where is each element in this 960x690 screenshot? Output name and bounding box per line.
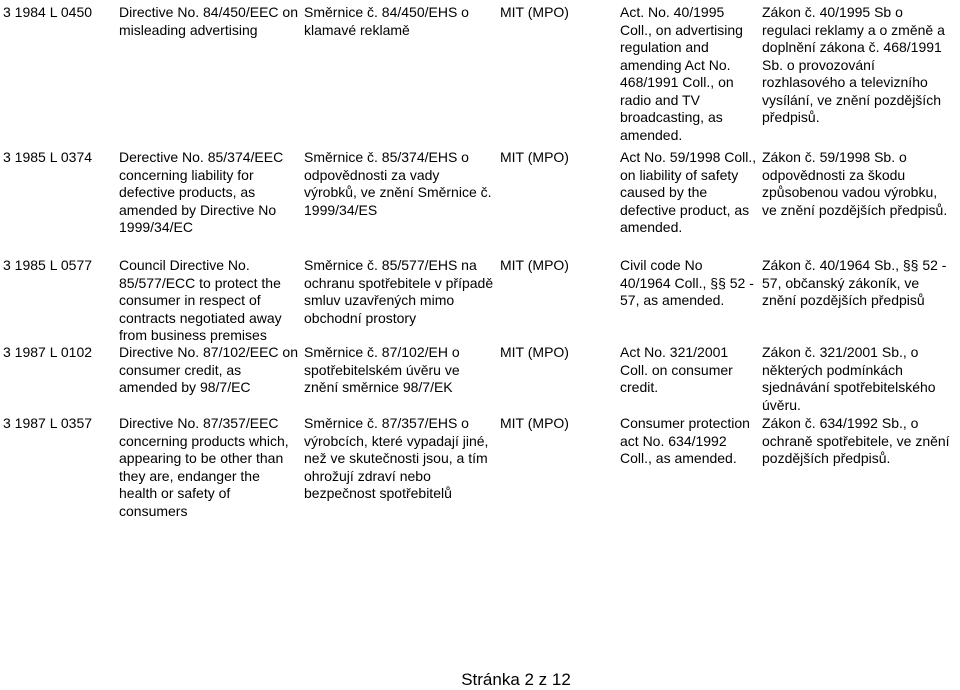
celex-ref: 3 1987 L 0357: [3, 415, 93, 431]
celex-ref: 3 1984 L 0450: [3, 4, 93, 20]
ministry: MIT (MPO): [500, 415, 569, 431]
national-act-cz: Zákon č. 634/1992 Sb., o ochraně spotřebitele, ve znění pozdějších předpisů.: [762, 415, 950, 466]
page-footer: [0, 670, 960, 690]
eu-directive-cz: Směrnice č. 87/102/EH o spotřebitelském úvěru ve znění směrnice 98/7/EK: [304, 344, 460, 395]
ministry: MIT (MPO): [500, 149, 569, 165]
ministry: MIT (MPO): [500, 257, 569, 273]
eu-directive-cz: Směrnice č. 87/357/EHS o výrobcích, které vypadají jiné, než ve skutečnosti jsou, a tím ohrožují zdraví nebo bezpečnost spotřebitelů: [304, 415, 489, 501]
national-act-cz: Zákon č. 59/1998 Sb. o odpovědnosti za škodu způsobenou vadou výrobku, ve znění pozdějších předpisů.: [762, 149, 948, 218]
celex-ref: 3 1985 L 0374: [3, 149, 93, 165]
page-number: Stránka 2 z 12: [461, 670, 571, 689]
national-act-cz: Zákon č. 321/2001 Sb., o některých podmínkách sjednávání spotřebitelského úvěru.: [762, 344, 936, 413]
eu-directive: Directive No. 87/357/EEC concerning products which, appearing to be other than they are, endanger the health or safety of consumers: [119, 415, 289, 519]
national-act-cz: Zákon č. 40/1964 Sb., §§ 52 - 57, občanský zákoník, ve znění pozdějších předpisů: [762, 257, 947, 308]
ministry: MIT (MPO): [500, 344, 569, 360]
national-act-cz: Zákon č. 40/1995 Sb o regulaci reklamy a o změně a doplnění zákona č. 468/1991 Sb. o provozování rozhlasového a televizního vysílání, ve znění pozdějších předpisů.: [762, 4, 945, 125]
national-act: Civil code No 40/1964 Coll., §§ 52 - 57, as amended.: [620, 257, 754, 308]
eu-directive: Council Directive No. 85/577/ECC to protect the consumer in respect of contracts negotiated away from business premises: [119, 257, 282, 343]
eu-directive-cz: Směrnice č. 85/577/EHS na ochranu spotřebitele v případě smluv uzavřených mimo obchodní prostory: [304, 257, 494, 326]
eu-directive: Derective No. 85/374/EEC concerning liability for defective products, as amended by Directive No 1999/34/EC: [119, 149, 284, 235]
eu-directive-cz: Směrnice č. 84/450/EHS o klamavé reklamě: [304, 4, 469, 38]
eu-directive: Directive No. 87/102/EEC on consumer credit, as amended by 98/7/EC: [119, 344, 298, 395]
national-act: Act. No. 40/1995 Coll., on advertising regulation and amending Act No. 468/1991 Coll., on radio and TV broadcasting, as amended.: [620, 4, 743, 143]
eu-directive: Directive No. 84/450/EEC on misleading advertising: [119, 4, 298, 38]
national-act: Act No. 59/1998 Coll., on liability of safety caused by the defective product, as amended.: [620, 149, 757, 235]
national-act: Consumer protection act No. 634/1992 Coll., as amended.: [620, 415, 750, 466]
eu-directive-cz: Směrnice č. 85/374/EHS o odpovědnosti za vady výrobků, ve znění Směrnice č. 1999/34/ES: [304, 149, 492, 218]
celex-ref: 3 1985 L 0577: [3, 257, 93, 273]
national-act: Act No. 321/2001 Coll. on consumer credit.: [620, 344, 733, 395]
celex-ref: 3 1987 L 0102: [3, 344, 93, 360]
ministry: MIT (MPO): [500, 4, 569, 20]
